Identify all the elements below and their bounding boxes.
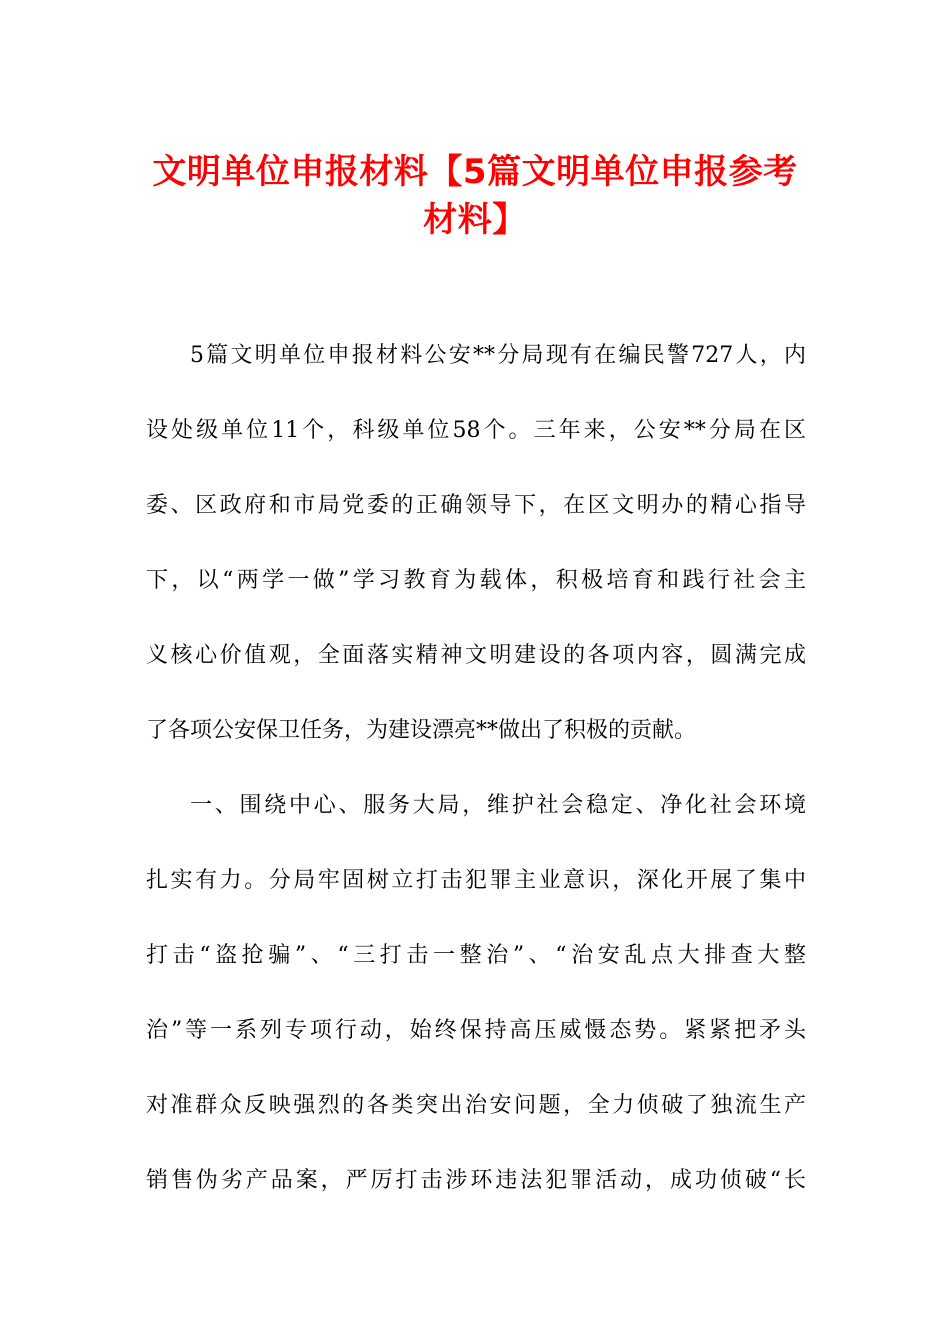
paragraph-line: 一、围绕中心、服务大局，维护社会稳定、净化社会环境 — [190, 793, 806, 818]
paragraph-line: 了各项公安保卫任务，为建设漂亮**做出了积极的贡献。 — [146, 718, 697, 743]
paragraph-line: 委、区政府和市局党委的正确领导下，在区文明办的精心指导 — [146, 493, 806, 518]
document-body — [146, 330, 806, 1230]
title-line-2: 材料】 — [423, 200, 527, 240]
paragraph-1 — [146, 330, 806, 780]
paragraph-line: 销售伪劣产品案，严厉打击涉环违法犯罪活动，成功侦破“长 — [146, 1168, 806, 1193]
paragraph-line: 打击“盗抢骗”、“三打击一整治”、“治安乱点大排查大整 — [146, 943, 806, 968]
paragraph-2 — [146, 780, 806, 1230]
paragraph-line: 治”等一系列专项行动，始终保持高压威慑态势。紧紧把矛头 — [146, 1018, 806, 1043]
paragraph-line: 对准群众反映强烈的各类突出治安问题，全力侦破了独流生产 — [146, 1093, 806, 1118]
paragraph-line: 5篇文明单位申报材料公安**分局现有在编民警727人，内 — [190, 343, 806, 368]
paragraph-line: 下，以“两学一做”学习教育为载体，积极培育和践行社会主 — [146, 568, 806, 593]
document-title — [140, 148, 810, 244]
title-line-1: 文明单位申报材料【5篇文明单位申报参考 — [152, 152, 798, 192]
paragraph-line: 设处级单位11个，科级单位58个。三年来，公安**分局在区 — [146, 418, 806, 443]
paragraph-line: 义核心价值观，全面落实精神文明建设的各项内容，圆满完成 — [146, 643, 806, 668]
paragraph-line: 扎实有力。分局牢固树立打击犯罪主业意识，深化开展了集中 — [146, 868, 806, 893]
